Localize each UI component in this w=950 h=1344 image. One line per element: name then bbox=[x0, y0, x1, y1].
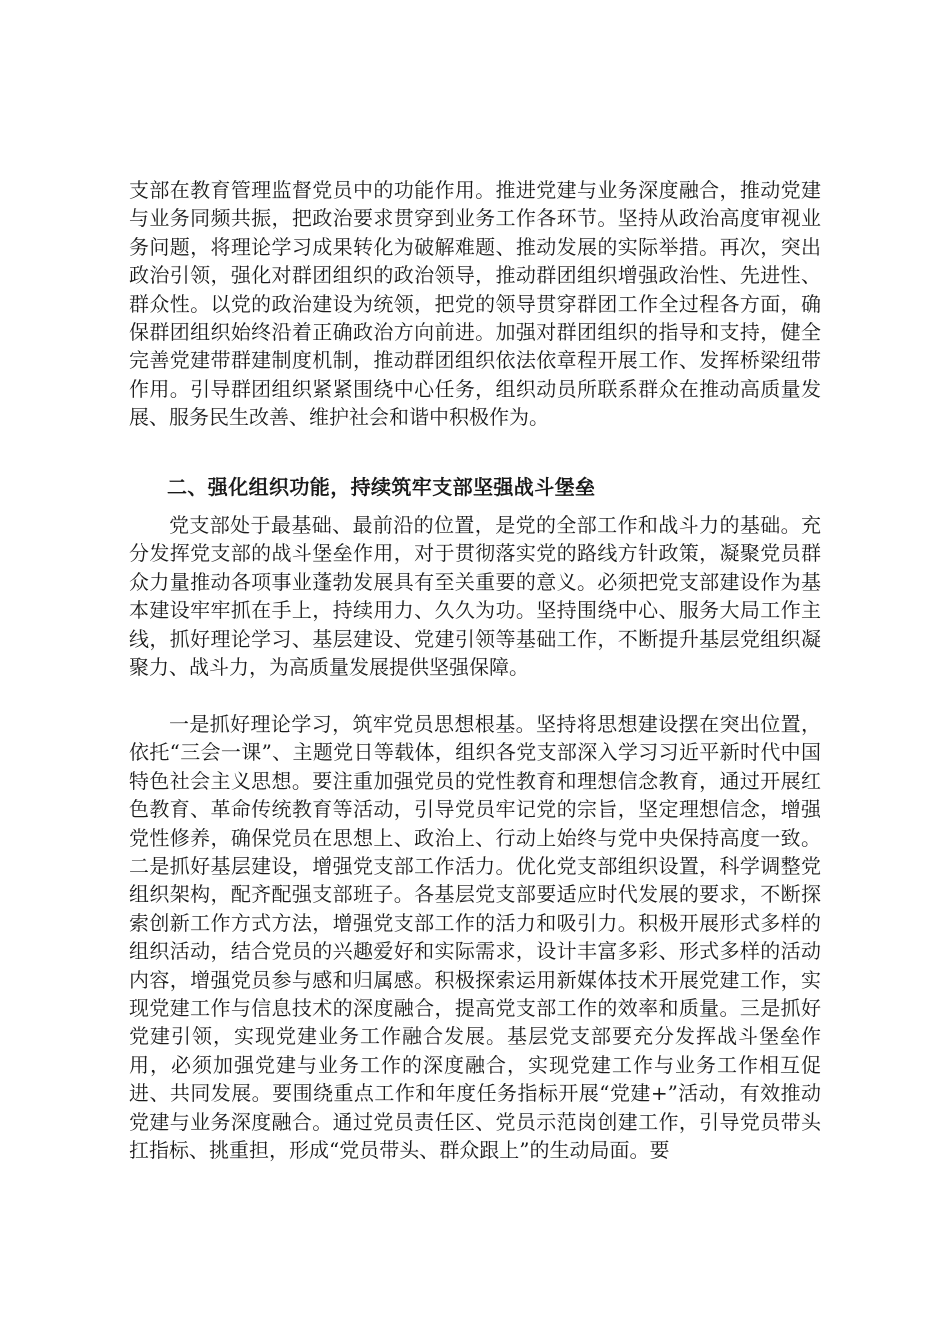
section-heading: 二、强化组织功能，持续筑牢支部坚强战斗堡垒 bbox=[167, 475, 596, 499]
paragraph-intro: 党支部处于最基础、最前沿的位置，是党的全部工作和战斗力的基础。充分发挥党支部的战斗堡垒作用，对于贯彻落实党的路线方针政策，凝聚党员群众力量推动各项事业蓬勃发展具有至关重要的意义。必须把党支部建设作为基本建设牢牢抓在手上，持续用力、久久为功。坚持围绕中心、服务大局工作主线，抓好理论学习、基层建设、党建引领等基础工作，不断提升基层党组织凝聚力、战斗力，为高质量发展提供坚强保障。 bbox=[129, 513, 821, 680]
paragraph-continued: 支部在教育管理监督党员中的功能作用。推进党建与业务深度融合，推动党建与业务同频共振，把政治要求贯穿到业务工作各环节。坚持从政治高度审视业务问题，将理论学习成果转化为破解难题、推动发展的实际举措。再次，突出政治引领，强化对群团组织的政治领导，推动群团组织增强政治性、先进性、群众性。以党的政治建设为统领，把党的领导贯穿群团工作全过程各方面，确保群团组织始终沿着正确政治方向前进。加强对群团组织的指导和支持，健全完善党建带群建制度机制，推动群团组织依法依章程开展工作、发挥桥梁纽带作用。引导群团组织紧紧围绕中心任务，组织动员所联系群众在推动高质量发展、服务民生改善、维护社会和谐中积极作为。 bbox=[129, 178, 821, 430]
paragraph-measures: 一是抓好理论学习，筑牢党员思想根基。坚持将思想建设摆在突出位置，依托“三会一课”、主题党日等载体，组织各党支部深入学习习近平新时代中国特色社会主义思想。要注重加强党员的党性教育和理想信念教育，通过开展红色教育、革命传统教育等活动，引导党员牢记党的宗旨，坚定理想信念，增强党性修养，确保党员在思想上、政治上、行动上始终与党中央保持高度一致。二是抓好基层建设，增强党支部工作活力。优化党支部组织设置，科学调整党组织架构，配齐配强支部班子。各基层党支部要适应时代发展的要求，不断探索创新工作方式方法，增强党支部工作的活力和吸引力。积极开展形式多样的组织活动，结合党员的兴趣爱好和实际需求，设计丰富多彩、形式多样的活动内容，增强党员参与感和归属感。积极探索运用新媒体技术开展党建工作，实现党建工作与信息技术的深度融合，提高党支部工作的效率和质量。三是抓好党建引领，实现党建业务工作融合发展。基层党支部要充分发挥战斗堡垒作用，必须加强党建与业务工作的深度融合，实现党建工作与业务工作相互促进、共同发展。要围绕重点工作和年度任务指标开展“党建+”活动，有效推动党建与业务深度融合。通过党员责任区、党员示范岗创建工作，引导党员带头扛指标、挑重担，形成“党员带头、群众跟上”的生动局面。要 bbox=[129, 712, 821, 1163]
